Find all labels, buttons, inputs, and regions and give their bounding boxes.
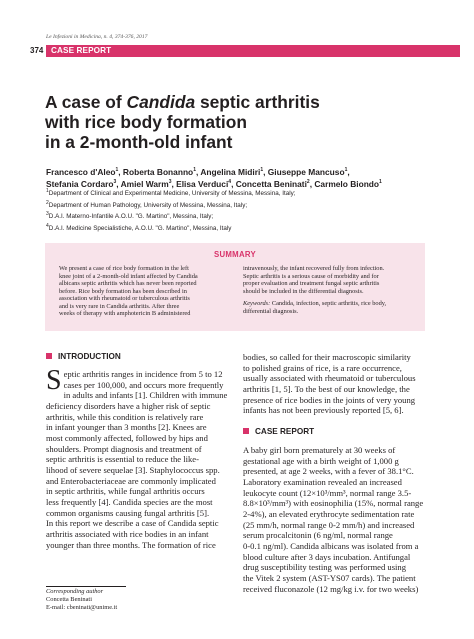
text-line: leukocyte count (12×10³/mm³, normal range 3.5-: [243, 487, 412, 498]
corresponding-label: Corresponding author: [46, 588, 104, 595]
author: Francesco d'Aleo: [46, 166, 116, 177]
text-line: blood culture after 3 days incubation. Antifungal: [243, 551, 411, 562]
text-line: most commonly affected, followed by hips and: [46, 432, 208, 443]
summary-line: intravenously, the infant recovered fully from infection.: [243, 265, 385, 272]
author: Angelina Midiri: [200, 166, 261, 177]
text-line: In this report we describe a case of Candida septic: [46, 518, 219, 529]
text-line: gestational age with a birth weight of 1,000 g: [243, 455, 399, 466]
text-line: 8.8×10³/mm³) with eosinophilia (15%, normal range: [243, 498, 424, 509]
summary-title: SUMMARY: [213, 250, 257, 259]
text-line: (25 mm/h, normal range 0-2 mm/h) and increased: [243, 519, 415, 530]
affiliation: $^2$Department of Human Pathology, University of Messina, Messina, Italy;: [46, 199, 248, 209]
summary-line: weeks of therapy with amphotericin B administered: [59, 310, 191, 318]
affiliation: $^3$D.A.I. Materno-Infantile A.O.U. "G. Martino", Messina, Italy;: [46, 211, 214, 221]
correspondence: [46, 588, 117, 612]
text-line: the Vitek 2 system (AST-YS07 cards). The patient: [243, 572, 416, 583]
author: Amiel Warm: [120, 179, 169, 190]
text-line: eptic arthritis ranges in incidence from 5 to 12: [63, 369, 223, 379]
affiliations: [46, 187, 456, 233]
text-line: and Enterobacteriaceae are commonly implicated: [46, 475, 216, 486]
text-line: deficiency disorders have a higher risk of septic: [46, 400, 211, 411]
text-line: arthritis, while this condition is relatively rare: [46, 411, 204, 422]
text-line: A baby girl born prematurely at 30 weeks of: [243, 445, 396, 455]
summary-line: differential diagnosis.: [243, 307, 299, 315]
section-bullet-icon: [46, 353, 52, 359]
text-line: drug susceptibility testing was performed using: [243, 562, 407, 573]
summary-line: proper evaluation and treatment fungal septic arthritis: [243, 280, 380, 288]
text-line: presented, at age 2 weeks, with a fever of 38.1°C.: [243, 466, 414, 477]
introduction-continued: [243, 352, 433, 416]
text-line: cases per 100,000, and occurs more frequently: [63, 379, 224, 390]
affiliation: $^1$Department of Clinical and Experimental Medicine, University of Messina, Messina, Italy;: [46, 188, 296, 198]
author: Carmelo Biondo: [314, 179, 380, 190]
footnote-rule: [46, 586, 126, 587]
summary-line: Septic arthritis is a serious cause of morbidity and for: [243, 272, 379, 280]
summary-line: knee joint of a 2-month-old infant affected by Candida: [59, 272, 198, 280]
author: Elisa Verduci: [176, 179, 229, 190]
summary-line: before. Rice body formation has been described in: [59, 287, 187, 295]
title-line: in a 2-month-old infant: [45, 132, 233, 152]
text-line: in septic arthritis, while fungal arthritis occurs: [46, 486, 205, 497]
keywords: Keywords: Candida, infection, septic arthritis, rice body,: [243, 300, 387, 308]
text-line: to polished grains of rice, is a rare occurrence,: [243, 362, 402, 373]
summary-box: [45, 243, 425, 331]
text-line: infants has not been previously reported [5, 6].: [243, 405, 404, 416]
text-line: serum procalcitonin (6 ng/ml, normal range: [243, 530, 393, 541]
text-line: usually associated with rheumatoid or tuberculous: [243, 373, 416, 384]
corresponding-name: Concetta Beninati: [46, 596, 92, 603]
text-line: septic arthritis is essential to reduce the like-: [46, 454, 199, 465]
summary-line: should be included in the differential diagnosis.: [243, 287, 364, 295]
summary-right-column: [243, 265, 418, 315]
text-line: lihood of severe sequelae [3]. Staphylococcus spp.: [46, 464, 220, 475]
author: Concetta Beninati: [235, 179, 307, 190]
text-line: 2-4%), an elevated erythrocyte sedimentation rate: [243, 508, 415, 519]
article-title: [45, 92, 445, 152]
header-bar: [30, 45, 460, 57]
text-line: in adults and infants [1]. Children with immune: [63, 390, 228, 401]
case-report-heading: CASE REPORT: [243, 427, 314, 436]
section-label: CASE REPORT: [46, 45, 460, 57]
summary-line: albicans septic arthritis which has never been reported: [59, 280, 197, 288]
text-line: bodies, so called for their macroscopic similarity: [243, 352, 411, 362]
title-line: with rice body formation: [45, 112, 247, 132]
section-bullet-icon: [243, 428, 249, 434]
text-line: received fluconazole (12 mg/kg i.v. for two weeks): [243, 583, 419, 594]
title-line: A case of Candida septic arthritis: [45, 92, 320, 112]
affiliation: $^4$D.A.I. Medicine Specialistiche, A.O.U. "G. Martino", Messina, Italy: [46, 222, 232, 232]
case-report-text: [243, 445, 433, 594]
introduction-text: [46, 365, 234, 550]
text-line: younger than three months. The formation of rice: [46, 539, 216, 550]
page-number: 374: [30, 46, 44, 55]
summary-left-column: [59, 265, 237, 318]
author: Stefania Cordaro: [46, 179, 114, 190]
introduction-heading: INTRODUCTION: [46, 352, 121, 361]
author-list: Francesco d'Aleo$^1$, Roberta Bonanno$^1$, Angelina Midiri$^1$, Giuseppe Mancuso$^1$, Stefania Cordaro$^3$, Amiel Warm$^3$, Elisa Verduci$^4$, Concetta Beninati$^2$, Carmelo Biondo$^1$: [46, 166, 382, 190]
text-line: 0-0.1 ng/ml). Candida albicans was isolated from a: [243, 540, 419, 551]
summary-line: association with rheumatoid or tuberculous arthritis: [59, 295, 190, 303]
corresponding-email[interactable]: E-mail: cbeninati@unime.it: [46, 604, 118, 611]
text-line: in infant younger than 3 months [2]. Knees are: [46, 422, 207, 433]
text-line: presence of rice bodies in the joints of very young: [243, 394, 416, 405]
text-line: Laboratory examination revealed an increased: [243, 476, 402, 487]
author: Roberta Bonanno: [122, 166, 194, 177]
summary-line: We present a case of rice body formation in the left: [59, 265, 189, 272]
text-line: less frequently [4]. Candida species are the most: [46, 496, 213, 507]
summary-line: and is very rare in Candida arthritis. After three: [59, 302, 180, 310]
drop-cap: S: [46, 365, 62, 396]
text-line: arthritis [1, 5]. To the best of our knowledge, the: [243, 383, 410, 394]
text-line: arthritis associated with rice bodies in an infant: [46, 528, 209, 539]
author: Giuseppe Mancuso: [267, 166, 345, 177]
text-line: common organisms causing fungal arthritis [5].: [46, 507, 210, 518]
text-line: shoulders. Prompt diagnosis and treatment of: [46, 443, 202, 454]
journal-citation: Le Infezioni in Medicina, n. 4, 374-376, 2017: [46, 34, 148, 40]
